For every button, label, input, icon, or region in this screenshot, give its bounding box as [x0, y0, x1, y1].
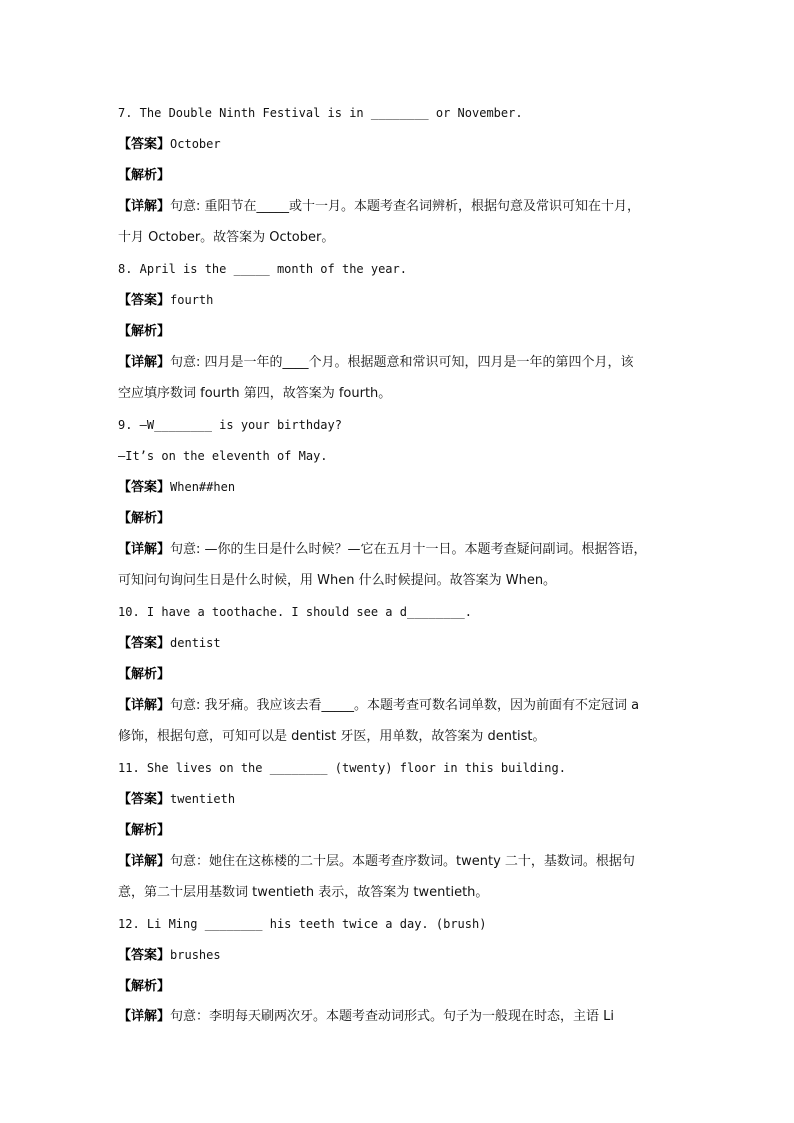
detail-line [118, 350, 678, 381]
detail-text: 句意: 四月是一年的____个月。根据题意和常识可知，四月是一年的第四个月，该 [170, 354, 634, 370]
answer-label: 【答案】 [118, 293, 171, 309]
detail-text: 句意：她住在这栋楼的二十层。本题考查序数词。twenty 二十，基数词。根据句 [170, 853, 635, 869]
detail-text: 句意: —你的生日是什么时候？—它在五月十一日。本题考查疑问副词。根据答语， [170, 541, 647, 557]
answer-value: dentist [170, 636, 221, 651]
detail-label: 【详解】 [118, 697, 171, 713]
answer-label: 【答案】 [118, 137, 171, 153]
answer-value: October [170, 137, 221, 152]
analysis-label: 【解析】 [118, 979, 171, 995]
detail-label: 【详解】 [118, 354, 171, 370]
detail-label: 【详解】 [118, 1009, 171, 1025]
answer-label: 【答案】 [118, 948, 171, 964]
document-content [118, 100, 678, 1036]
answer-value: fourth [170, 293, 214, 308]
detail-label: 【详解】 [118, 198, 171, 214]
question-text: 9. —W________ is your birthday? [118, 417, 342, 432]
detail-continuation: 意，第二十层用基数词 twentieth 表示，故答案为 twentieth。 [118, 884, 489, 900]
answer-line [118, 942, 678, 973]
analysis-label: 【解析】 [118, 168, 171, 184]
answer-line [118, 131, 678, 162]
question-text: 11. She lives on the ________ (twenty) floor in this building. [118, 760, 566, 775]
answer-value: When##hen [170, 480, 236, 495]
answer-line [118, 786, 678, 817]
analysis-label: 【解析】 [118, 511, 171, 527]
answer-line [118, 474, 678, 505]
answer-value: twentieth [170, 792, 236, 807]
detail-text: 句意: 我牙痛。我应该去看_____。本题考查可数名词单数，因为前面有不定冠词 a [170, 697, 640, 713]
detail-text: 句意：李明每天刷两次牙。本题考查动词形式。句子为一般现在时态，主语 Li [170, 1009, 615, 1025]
question-text: 12. Li Ming ________ his teeth twice a day. (brush) [118, 916, 487, 931]
analysis-line [118, 973, 678, 1004]
detail-continuation: 空应填序数词 fourth 第四，故答案为 fourth。 [118, 385, 392, 401]
analysis-label: 【解析】 [118, 667, 171, 683]
detail-continuation: 十月 October。故答案为 October。 [118, 229, 335, 245]
detail-line [118, 1004, 678, 1035]
analysis-line [118, 162, 678, 193]
answer-line [118, 630, 678, 661]
answer-label: 【答案】 [118, 636, 171, 652]
detail-line [118, 849, 678, 880]
analysis-line [118, 505, 678, 536]
analysis-line [118, 661, 678, 692]
question-text: 10. I have a toothache. I should see a d________. [118, 605, 473, 619]
question-text: 7. The Double Ninth Festival is in ________ or November. [118, 106, 523, 120]
answer-value: brushes [170, 948, 221, 963]
analysis-label: 【解析】 [118, 823, 171, 839]
detail-text: 句意: 重阳节在_____或十一月。本题考查名词辨析，根据句意及常识可知在十月， [170, 198, 641, 214]
detail-continuation: 可知问句询问生日是什么时候，用 When 什么时候提问。故答案为 When。 [118, 572, 557, 588]
detail-line [118, 693, 678, 724]
answer-label: 【答案】 [118, 792, 171, 808]
answer-line [118, 287, 678, 318]
detail-label: 【详解】 [118, 853, 171, 869]
answer-label: 【答案】 [118, 480, 171, 496]
detail-line [118, 537, 678, 568]
detail-continuation: 修饰，根据句意，可知可以是 dentist 牙医，用单数，故答案为 dentist。 [118, 728, 546, 744]
detail-label: 【详解】 [118, 541, 171, 557]
analysis-line [118, 817, 678, 848]
analysis-label: 【解析】 [118, 324, 171, 340]
analysis-line [118, 318, 678, 349]
question-text: 8. April is the _____ month of the year. [118, 261, 407, 276]
question-text: —It’s on the eleventh of May. [118, 449, 328, 464]
detail-line [118, 194, 678, 225]
